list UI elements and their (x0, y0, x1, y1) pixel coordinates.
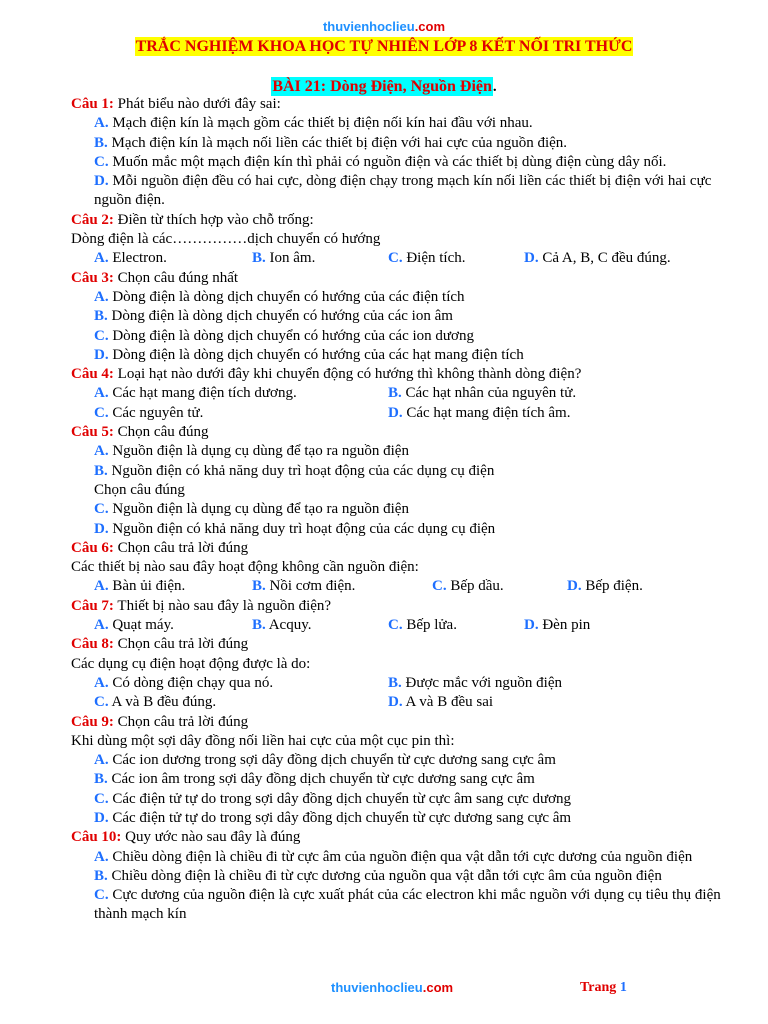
option-label: A. (94, 385, 109, 402)
q2-option-d (524, 249, 671, 268)
q6-option-b (252, 577, 432, 596)
q6-option-a (94, 577, 252, 596)
question-label: Câu 2: (71, 211, 114, 228)
header-site-domain: .com (414, 19, 446, 34)
option-label: A. (94, 848, 109, 865)
q8-option-d (388, 693, 493, 712)
option-text: Quạt máy. (112, 617, 174, 634)
option-label: B. (94, 134, 108, 151)
option-label: B. (94, 771, 108, 788)
option-text: Các hạt mang điện tích âm. (406, 404, 571, 421)
question-text: Chọn câu trả lời đúng (113, 636, 249, 653)
option-label: B. (388, 385, 402, 402)
option-label: A. (94, 443, 109, 460)
question-label: Câu 10: (71, 829, 122, 846)
q5-extra: Chọn câu đúng (94, 481, 185, 498)
option-label: C. (432, 578, 447, 595)
option-text: Acquy. (268, 617, 312, 634)
option-label: D. (388, 694, 403, 711)
option-text: Đèn pin (542, 617, 591, 634)
q9-option-c (71, 790, 721, 809)
option-label: D. (567, 578, 582, 595)
q10-option-a (71, 848, 721, 867)
q2-option-b (252, 249, 388, 268)
option-text: Bàn ủi điện. (112, 578, 186, 595)
option-text: A và B đều sai (405, 694, 494, 711)
option-label: D. (388, 404, 403, 421)
question-text: Loại hạt nào dưới đây khi chuyển động có hướng thì không thành dòng điện? (113, 366, 582, 383)
option-text: Các ion dương trong sợi dây đồng dịch chuyển từ cực dương sang cực âm (112, 752, 556, 769)
option-label: D. (94, 520, 109, 537)
q2-option-c (388, 249, 524, 268)
option-text: Nguồn điện có khả năng duy trì hoạt động của các dụng cụ điện (111, 462, 495, 479)
lesson-title-dot: . (492, 79, 497, 95)
option-label: C. (94, 887, 109, 904)
option-text: Mạch điện kín là mạch gồm các thiết bị điện nối kín hai đầu với nhau. (112, 115, 533, 132)
q1-option-d (71, 172, 721, 211)
option-label: B. (94, 308, 108, 325)
option-label: C. (94, 404, 109, 421)
option-text: Dòng điện là dòng dịch chuyển có hướng của các ion âm (111, 308, 453, 325)
option-text: Dòng điện là dòng dịch chuyển có hướng của các hạt mang điện tích (112, 346, 524, 363)
q3-option-b (71, 307, 721, 326)
option-label: D. (94, 809, 109, 826)
q8-option-c (94, 693, 388, 712)
q8-options-row-1 (71, 674, 721, 693)
question-2 (71, 211, 721, 230)
lesson-title: BÀI 21: Dòng Điện, Nguồn Điện (272, 78, 492, 95)
q8-option-b (388, 674, 562, 693)
option-label: A. (94, 578, 109, 595)
q1-option-c (71, 153, 721, 172)
option-label: A. (94, 288, 109, 305)
option-label: D. (94, 173, 109, 190)
option-text: Các nguyên tử. (112, 404, 204, 421)
option-label: B. (252, 250, 266, 267)
q4-option-a (94, 384, 388, 403)
question-4 (71, 365, 721, 384)
q3-option-a (71, 288, 721, 307)
option-text: Bếp lửa. (406, 617, 457, 634)
option-text: Các ion âm trong sợi dây đồng dịch chuyển từ cực dương sang cực âm (111, 771, 535, 788)
option-label: A. (94, 250, 109, 267)
question-5 (71, 423, 721, 442)
page-footer (0, 980, 768, 1000)
q4-options-row-1 (71, 384, 721, 403)
option-text: Chiều dòng điện là chiều đi từ cực âm của nguồn điện qua vật dẫn tới cực dương của nguồn điện (112, 848, 693, 865)
option-label: C. (94, 501, 109, 518)
q5-option-b (71, 462, 721, 481)
q7-option-d (524, 616, 590, 635)
option-text: Dòng điện là dòng dịch chuyển có hướng của các ion dương (112, 327, 474, 344)
q6-stem: Các thiết bị nào sau đây hoạt động không cần nguồn điện: (71, 559, 419, 576)
option-text: Mỗi nguồn điện đều có hai cực, dòng điện chạy trong mạch kín nối liền các thiết bị điện với hai cực nguồn điện. (94, 173, 712, 209)
option-label: C. (94, 153, 109, 170)
option-text: Điện tích. (406, 250, 466, 267)
q4-option-c (94, 404, 388, 423)
question-8 (71, 635, 721, 654)
option-label: D. (94, 346, 109, 363)
question-text: Thiết bị nào sau đây là nguồn điện? (113, 597, 332, 614)
question-label: Câu 8: (71, 636, 114, 653)
question-label: Câu 3: (71, 269, 114, 286)
q2-options (71, 249, 721, 268)
question-text: Chọn câu đúng nhất (113, 269, 239, 286)
option-label: C. (388, 250, 403, 267)
option-label: C. (94, 327, 109, 344)
q9-option-b (71, 770, 721, 789)
option-text: Bếp dầu. (450, 578, 504, 595)
option-label: C. (94, 694, 109, 711)
option-text: Ion âm. (269, 250, 316, 267)
q7-option-a (94, 616, 252, 635)
question-label: Câu 6: (71, 539, 114, 556)
option-label: D. (524, 250, 539, 267)
option-text: Dòng điện là dòng dịch chuyển có hướng của các điện tích (112, 288, 465, 305)
q5-option-c (71, 500, 721, 519)
header-site-link[interactable] (0, 19, 768, 34)
question-label: Câu 5: (71, 424, 114, 441)
question-label: Câu 9: (71, 713, 114, 730)
question-10 (71, 828, 721, 847)
q2-stem: Dòng điện là các……………dịch chuyển có hướng (71, 231, 381, 248)
q3-option-c (71, 327, 721, 346)
option-text: A và B đều đúng. (111, 694, 217, 711)
question-text: Phát biểu nào dưới đây sai: (113, 96, 281, 112)
option-label: A. (94, 617, 109, 634)
q4-options-row-2 (71, 404, 721, 423)
q8-option-a (94, 674, 388, 693)
option-text: Các điện tử tự do trong sợi dây đồng dịch chuyển từ cực dương sang cực âm (112, 809, 572, 826)
option-label: B. (388, 674, 402, 691)
footer-site-link[interactable] (331, 980, 453, 995)
q9-stem: Khi dùng một sợi dây đồng nối liền hai cực của một cục pin thì: (71, 732, 455, 749)
q5-option-d (71, 520, 721, 539)
question-9 (71, 713, 721, 732)
question-text: Quy ước nào sau đây là đúng (121, 829, 301, 846)
q10-option-c (71, 886, 721, 925)
q7-options (71, 616, 721, 635)
q3-option-d (71, 346, 721, 365)
question-label: Câu 7: (71, 597, 114, 614)
q2-option-a (94, 249, 252, 268)
title-row (0, 37, 768, 56)
question-text: Điền từ thích hợp vào chỗ trống: (113, 211, 314, 228)
question-label: Câu 1: (71, 96, 114, 112)
q1-option-b (71, 134, 721, 153)
option-text: Nguồn điện là dụng cụ dùng để tạo ra nguồn điện (112, 501, 409, 518)
q7-option-c (388, 616, 524, 635)
question-list (71, 95, 721, 925)
footer-site-domain: .com (422, 980, 454, 995)
option-label: B. (94, 867, 108, 884)
question-text: Chọn câu đúng (113, 424, 209, 441)
question-text: Chọn câu trả lời đúng (113, 539, 249, 556)
option-text: Chiều dòng điện là chiều đi từ cực dương của nguồn qua vật dẫn tới cực âm của nguồn điện (111, 867, 662, 884)
option-text: Các hạt mang điện tích dương. (112, 385, 297, 402)
q5-option-a (71, 442, 721, 461)
q6-option-d (567, 577, 643, 596)
option-text: Các hạt nhân của nguyên tử. (405, 385, 577, 402)
option-text: Muốn mắc một mạch điện kín thì phải có nguồn điện và các thiết bị dùng điện cùng dây nối. (112, 153, 667, 170)
question-1 (71, 95, 721, 114)
question-7 (71, 597, 721, 616)
option-label: B. (94, 462, 108, 479)
q4-option-d (388, 404, 570, 423)
question-label: Câu 4: (71, 366, 114, 383)
footer-site-name: thuvienhoclieu (331, 980, 423, 995)
question-3 (71, 269, 721, 288)
q10-option-b (71, 867, 721, 886)
option-text: Bếp điện. (585, 578, 643, 595)
option-text: Nguồn điện có khả năng duy trì hoạt động của các dụng cụ điện (112, 520, 496, 537)
q8-stem: Các dụng cụ điện hoạt động được là do: (71, 655, 311, 672)
option-text: Cực dương của nguồn điện là cực xuất phát của các electron khi mắc nguồn với dụng cụ tiêu thụ điện thành mạch kín (94, 887, 721, 923)
option-text: Cả A, B, C đều đúng. (542, 250, 671, 267)
option-text: Nồi cơm điện. (269, 578, 356, 595)
option-label: D. (524, 617, 539, 634)
q8-options-row-2 (71, 693, 721, 712)
q7-option-b (252, 616, 388, 635)
option-label: C. (94, 790, 109, 807)
page-number: 1 (619, 980, 627, 995)
header-site-name: thuvienhoclieu (322, 19, 415, 34)
option-text: Mạch điện kín là mạch nối liền các thiết bị điện với hai cực của nguồn điện. (111, 134, 568, 151)
option-label: A. (94, 115, 109, 132)
option-text: Electron. (112, 250, 167, 267)
question-6 (71, 539, 721, 558)
option-label: B. (252, 578, 266, 595)
page-indicator (580, 980, 627, 996)
q6-option-c (432, 577, 567, 596)
option-label: C. (388, 617, 403, 634)
q9-option-d (71, 809, 721, 828)
question-text: Chọn câu trả lời đúng (113, 713, 249, 730)
q4-option-b (388, 384, 576, 403)
q1-option-a (71, 114, 721, 133)
option-text: Nguồn điện là dụng cụ dùng để tạo ra nguồn điện (112, 443, 409, 460)
document-title: TRẮC NGHIỆM KHOA HỌC TỰ NHIÊN LỚP 8 KẾT NỐI TRI THỨC (135, 38, 633, 55)
option-label: B. (252, 617, 266, 634)
lesson-row (0, 77, 768, 96)
option-text: Các điện tử tự do trong sợi dây đồng dịch chuyển từ cực âm sang cực dương (112, 790, 572, 807)
option-text: Được mắc với nguồn điện (405, 674, 562, 691)
option-label: A. (94, 674, 109, 691)
page-word: Trang (580, 980, 617, 995)
q9-option-a (71, 751, 721, 770)
q6-options (71, 577, 721, 596)
option-text: Có dòng điện chạy qua nó. (112, 674, 274, 691)
option-label: A. (94, 752, 109, 769)
